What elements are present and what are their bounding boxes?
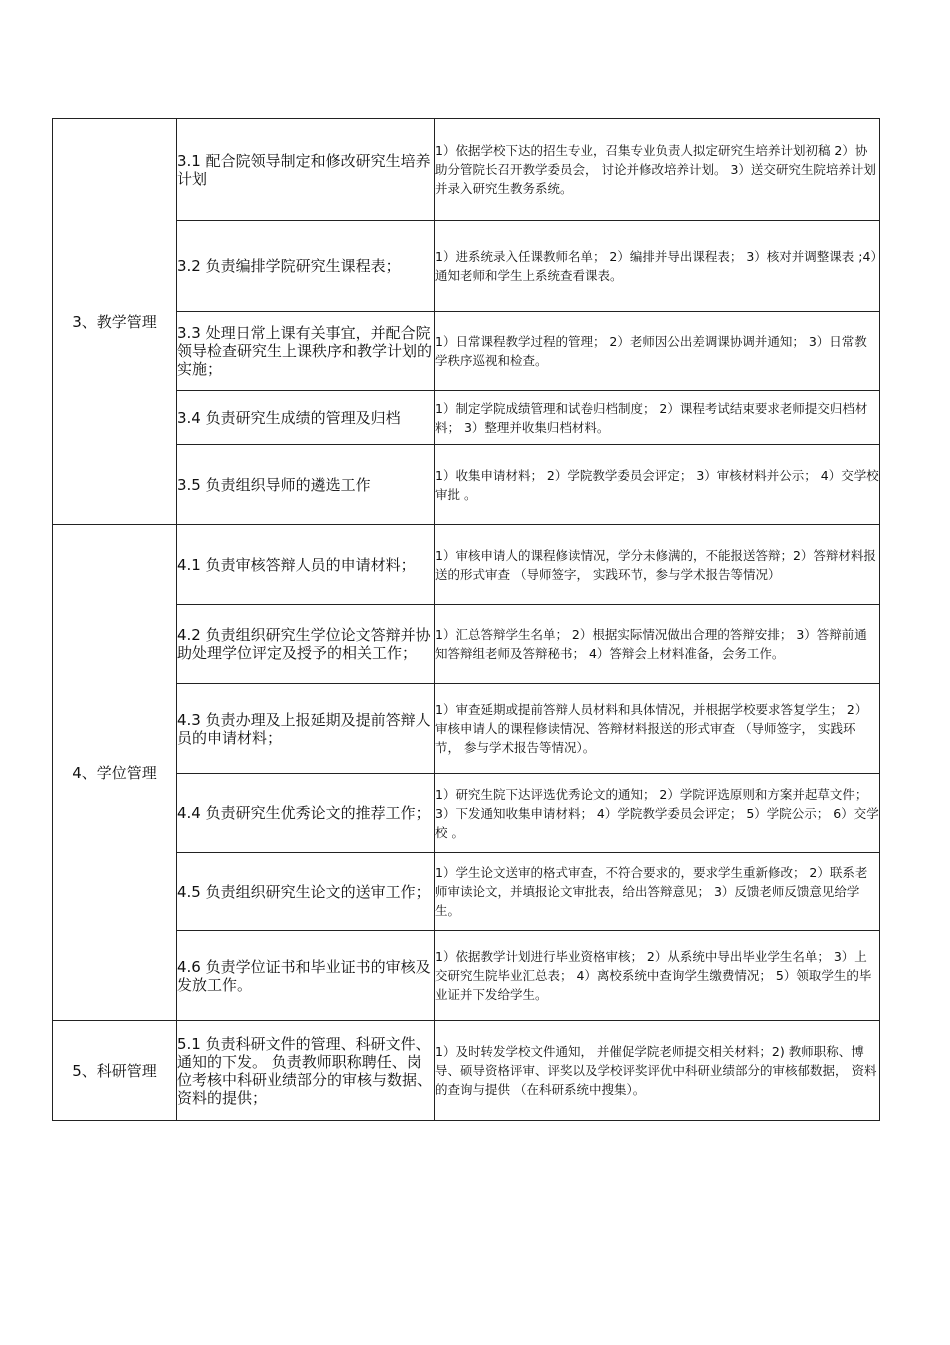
detail-cell: 1）审核申请人的课程修读情况，学分未修满的，不能报送答辩；2）答辩材料报送的形式审查 （导师签字， 实践环节，参与学术报告等情况）: [435, 525, 880, 605]
task-cell: 4.1 负责审核答辩人员的申请材料；: [177, 525, 435, 605]
task-cell: 4.3 负责办理及上报延期及提前答辩人员的申请材料；: [177, 684, 435, 774]
detail-cell: 1）日常课程教学过程的管理； 2）老师因公出差调课协调并通知； 3）日常教学秩序巡视和检查。: [435, 312, 880, 391]
task-cell: 3.2 负责编排学院研究生课程表；: [177, 221, 435, 312]
table-row: [53, 445, 880, 525]
table-row: [53, 221, 880, 312]
detail-cell: 1）学生论文送审的格式审查，不符合要求的，要求学生重新修改； 2）联系老师审读论文，并填报论文审批表，给出答辩意见； 3）反馈老师反馈意见给学生。: [435, 853, 880, 931]
table-row: [53, 853, 880, 931]
table-row: [53, 931, 880, 1021]
detail-cell: 1）进系统录入任课教师名单； 2）编排并导出课程表； 3）核对并调整课表 ;4）通知老师和学生上系统查看课表。: [435, 221, 880, 312]
detail-cell: 1）制定学院成绩管理和试卷归档制度； 2）课程考试结束要求老师提交归档材料； 3）整理并收集归档材料。: [435, 391, 880, 445]
category-research: 5、科研管理: [53, 1021, 177, 1121]
duty-table: [52, 118, 880, 1121]
table-row: [53, 312, 880, 391]
task-cell: 4.4 负责研究生优秀论文的推荐工作；: [177, 774, 435, 853]
detail-cell: 1）汇总答辩学生名单； 2）根据实际情况做出合理的答辩安排； 3）答辩前通知答辩组老师及答辩秘书； 4）答辩会上材料准备，会务工作。: [435, 605, 880, 684]
table-row: [53, 605, 880, 684]
table-row: [53, 1021, 880, 1121]
task-cell: 4.6 负责学位证书和毕业证书的审核及发放工作。: [177, 931, 435, 1021]
table-row: [53, 391, 880, 445]
task-cell: 3.1 配合院领导制定和修改研究生培养计划: [177, 119, 435, 221]
task-cell: 3.4 负责研究生成绩的管理及归档: [177, 391, 435, 445]
table-row: [53, 525, 880, 605]
task-cell: 3.3 处理日常上课有关事宜，并配合院领导检查研究生上课秩序和教学计划的实施；: [177, 312, 435, 391]
detail-cell: 1）研究生院下达评选优秀论文的通知； 2）学院评选原则和方案并起草文件； 3）下发通知收集申请材料； 4）学院教学委员会评定； 5）学院公示； 6）交学校 。: [435, 774, 880, 853]
table-row: [53, 684, 880, 774]
task-cell: 4.2 负责组织研究生学位论文答辩并协助处理学位评定及授予的相关工作；: [177, 605, 435, 684]
category-degree: 4、学位管理: [53, 525, 177, 1021]
task-cell: 5.1 负责科研文件的管理、科研文件、通知的下发。 负责教师职称聘任、岗位考核中科研业绩部分的审核与数据、 资料的提供；: [177, 1021, 435, 1121]
detail-cell: 1）及时转发学校文件通知， 并催促学院老师提交相关材料；2) 教师职称、博导、硕导资格评审、评奖以及学校评奖评优中科研业绩部分的审核郁数据， 资料的查询与提供 （在科研系统中搜集）。: [435, 1021, 880, 1121]
category-teaching: 3、教学管理: [53, 119, 177, 525]
table-row: [53, 119, 880, 221]
task-cell: 3.5 负责组织导师的遴选工作: [177, 445, 435, 525]
detail-cell: 1）依据学校下达的招生专业，召集专业负责人拟定研究生培养计划初稿 2）协助分管院长召开教学委员会， 讨论并修改培养计划。 3）送交研究生院培养计划并录入研究生教务系统。: [435, 119, 880, 221]
detail-cell: 1）审查延期或提前答辩人员材料和具体情况，并根据学校要求答复学生； 2）审核申请人的课程修读情况、答辩材料报送的形式审查 （导师签字， 实践环节， 参与学术报告等情况）。: [435, 684, 880, 774]
detail-cell: 1）收集申请材料； 2）学院教学委员会评定； 3）审核材料并公示； 4）交学校审批 。: [435, 445, 880, 525]
detail-cell: 1）依据教学计划进行毕业资格审核； 2）从系统中导出毕业学生名单； 3）上交研究生院毕业汇总表； 4）离校系统中查询学生缴费情况； 5）领取学生的毕业证并下发给学生。: [435, 931, 880, 1021]
table-row: [53, 774, 880, 853]
task-cell: 4.5 负责组织研究生论文的送审工作；: [177, 853, 435, 931]
